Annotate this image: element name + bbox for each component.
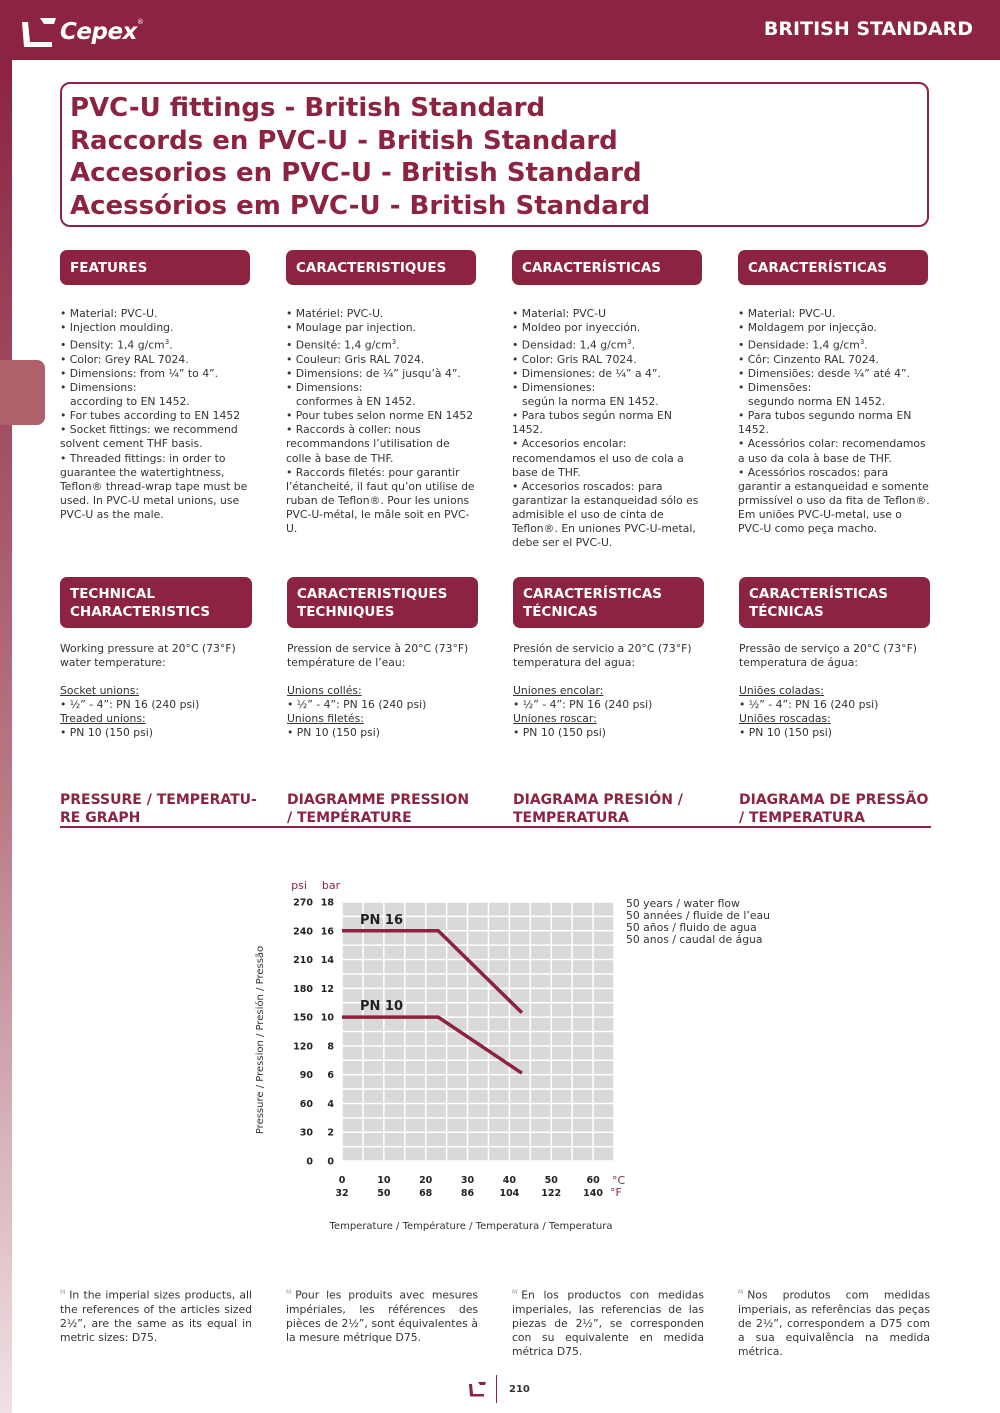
thread-label: Treaded unions: [60,712,146,726]
footnote-fr: $^M$ Pour les produits avec mesures impériales, les références des pièces de 2½”, sont équivalentes à la mesure métrique D75. [286,1288,478,1345]
socket-label: Uniões coladas: [739,684,824,698]
feature-item: • Raccords filetés: pour garantir l’étancheité, il faut qu’on utilise de ruban de Teflon®. Pour les unions PVC-U-métal, le mâle soit en PVC-U. [286,465,475,535]
feature-item: • Moldagem por injecção. [738,321,877,335]
y-tick-bar: 12 [320,983,334,995]
technical-heading-pt: CARACTERÍSTICAS TÉCNICAS [739,577,930,628]
feature-item: • Moulage par injection. [286,321,416,335]
features-heading-en: FEATURES [60,250,250,285]
title-en: PVC-U fittings - British Standard [70,93,546,123]
features-heading-pt: CARACTERÍSTICAS [738,250,928,285]
x-tick-fahrenheit: 122 [541,1188,562,1199]
feature-item: • Matériel: PVC-U. [286,307,384,320]
page-footer [466,1375,530,1403]
graph-divider [60,826,931,828]
technical-text-fr [287,642,479,741]
y-tick-psi: 180 [293,983,313,995]
y-axis-title: Pressure / Pression / Presión / Pressão [255,945,266,1135]
y-tick-bar: 16 [320,926,334,938]
feature-item: • Côr: Cinzento RAL 7024. [738,352,879,366]
section-title: BRITISH STANDARD [763,18,973,40]
page-number: 210 [509,1383,530,1395]
y-tick-bar: 4 [327,1098,334,1110]
feature-item: • Dimensions: from ¼” to 4”. [60,366,219,380]
feature-item: • Acessórios roscados: para garantir a estanqueidad e somente prmissível o uso da fita de Teflon®. Em uniões PVC-U-metal, use o PVC-U como peça macho. [738,465,930,535]
legend-line: 50 years / water flow [626,897,740,910]
x-tick-celsius: 0 [338,1175,346,1186]
x-tick-fahrenheit: 50 [377,1188,391,1199]
technical-heading-es: CARACTERÍSTICAS TÉCNICAS [513,577,704,628]
feature-item: • Raccords à coller: nous recommandons l’utilisation de colle à base de THF. [286,423,450,465]
feature-item: • Densité: 1,4 $g/cm^3$. [286,338,400,352]
x-tick-celsius: 10 [377,1175,391,1186]
socket-value: • ½” - 4”: PN 16 (240 psi) [60,698,200,712]
features-heading-es: CARACTERÍSTICAS [512,250,702,285]
feature-item: conformes à EN 1452. [296,395,416,409]
thread-value: • PN 10 (150 psi) [739,726,832,740]
socket-label: Uniones encolar: [513,684,604,698]
graph-heading-en: PRESSURE / TEMPERATU- RE GRAPH [60,792,257,826]
feature-item: según la norma EN 1452. [522,395,659,409]
y-tick-psi: 120 [293,1041,313,1053]
x-tick-fahrenheit: 140 [583,1188,603,1199]
y-tick-psi: 0 [306,1156,313,1168]
feature-item: • Couleur: Gris RAL 7024. [286,352,425,366]
feature-item: • Accesorios encolar: recomendamos el uso de cola a base de THF. [512,437,684,479]
pressure-intro: Pression de service à 20°C (73°F) température de l’eau: [287,642,469,670]
features-text-es [512,307,704,550]
feature-item: • Moldeo por inyección. [512,321,641,335]
y-tick-bar: 14 [320,955,334,967]
feature-item: • Dimensions: [60,381,137,395]
feature-item: • Densidad: 1,4 $g/cm^3$. [512,338,636,352]
brand-name: Cepex [60,19,137,45]
feature-item: • Acessórios colar: recomendamos a uso da cola à base de THF. [738,437,926,465]
registered-mark: ® [136,18,144,26]
x-unit-fahrenheit: °F [610,1186,622,1199]
side-band [0,60,12,1413]
x-tick-fahrenheit: 68 [419,1188,433,1199]
pressure-intro: Pressão de serviço a 20°C (73°F) temperatura de água: [739,642,917,670]
legend-line: 50 años / fluido de agua [626,921,757,934]
feature-item: • Injection moulding. [60,321,174,335]
feature-item: • Color: Grey RAL 7024. [60,352,189,366]
features-text-en [60,307,252,522]
features-heading-fr: CARACTERISTIQUES [286,250,476,285]
graph-heading-pt: DIAGRAMA DE PRESSÃO / TEMPERATURA [739,792,929,826]
y-tick-bar: 10 [320,1012,334,1024]
technical-heading-fr: CARACTERISTIQUES TECHNIQUES [287,577,478,628]
header-bar [0,0,1000,60]
feature-item: • Dimensiões: desde ¼” até 4”. [738,366,911,380]
y-tick-psi: 60 [299,1098,313,1110]
feature-item: • Para tubos según norma EN 1452. [512,409,672,437]
cepex-footer-icon [466,1380,488,1398]
feature-item: • Accesorios roscados: para garantizar la estanqueidad sólo es admisible el uso de cinta de Teflon®. En uniones PVC-U-metal, debe ser el PVC-U. [512,479,699,550]
feature-item: • Dimensões: [738,381,812,395]
footnote-es: $^M$ En los productos con medidas imperiales, las referencias de las piezas de 2½”, se corresponden con su equivalente en medida métrica D75. [512,1288,704,1359]
x-tick-celsius: 40 [502,1175,517,1186]
y-tick-psi: 210 [293,955,313,967]
x-tick-fahrenheit: 86 [460,1188,475,1199]
feature-item: • Material: PVC-U [512,307,606,320]
y-unit-bar: bar [321,879,341,892]
y-tick-bar: 8 [327,1041,334,1053]
legend-line: 50 années / fluide de l’eau [626,909,770,922]
footnote-en: $^M$ In the imperial sizes products, all the references of the articles sized 2½”, are the same as its equal in metric sizes: D75. [60,1288,252,1345]
socket-label: Socket unions: [60,684,139,698]
feature-item: • Density: 1,4 $g/cm^3$. [60,338,173,352]
thread-value: • PN 10 (150 psi) [60,726,153,740]
feature-item: • Socket fittings: we recommend solvent cement THF basis. [60,423,238,451]
footnote-pt: $^M$ Nos produtos com medidas imperiais, as referências das peças de 2½”, correspondem a D75 com a sua equivalência na medida métrica. [738,1288,930,1359]
graph-heading-es: DIAGRAMA PRESIÓN / TEMPERATURA [513,792,683,826]
technical-heading-en: TECHNICAL CHARACTERISTICS [60,577,252,628]
title-es: Accesorios en PVC-U - British Standard [70,158,642,188]
socket-label: Unions collés: [287,684,362,698]
pressure-temperature-chart [240,870,640,1240]
features-text-fr [286,307,478,536]
technical-text-en [60,642,252,741]
feature-item: • For tubes according to EN 1452 [60,409,241,423]
thread-value: • PN 10 (150 psi) [513,726,606,740]
feature-item: segundo norma EN 1452. [748,395,886,409]
technical-text-pt [739,642,931,741]
features-text-pt [738,307,930,536]
feature-item: • Pour tubes selon norme EN 1452 [286,409,474,423]
thread-label: Uniones roscar: [513,712,597,726]
thread-label: Uniões roscadas: [739,712,831,726]
title-box [60,82,929,227]
x-unit-celsius: °C [612,1174,626,1187]
x-tick-fahrenheit: 104 [499,1188,520,1199]
socket-value: • ½” - 4”: PN 16 (240 psi) [513,698,653,712]
feature-item: • Dimensiones: [512,381,596,395]
thread-label: Unions filetés: [287,712,364,726]
pressure-intro: Working pressure at 20°C (73°F) water temperature: [60,642,236,670]
socket-value: • ½” - 4”: PN 16 (240 psi) [287,698,427,712]
feature-item: • Para tubos segundo norma EN 1452. [738,409,912,437]
y-tick-psi: 30 [299,1127,313,1139]
series-label-pn10: PN 10 [360,999,404,1015]
y-tick-bar: 18 [320,897,334,909]
technical-text-es [513,642,705,741]
y-tick-psi: 270 [293,897,313,909]
socket-value: • ½” - 4”: PN 16 (240 psi) [739,698,879,712]
y-tick-bar: 6 [327,1070,334,1082]
y-tick-bar: 0 [327,1156,334,1168]
title-pt: Acessórios em PVC-U - British Standard [70,190,651,221]
y-unit-psi: psi [291,879,307,892]
y-tick-psi: 90 [299,1070,313,1082]
x-tick-celsius: 50 [544,1175,558,1186]
feature-item: • Threaded fittings: in order to guarantee the watertightness, Teflon® thread-wrap tape must be used. In PVC-U metal unions, use PVC-U as the male. [60,451,248,521]
feature-item: according to EN 1452. [70,395,190,409]
feature-item: • Dimensions: de ¼” jusqu’à 4”. [286,366,461,380]
feature-item: • Material: PVC-U. [738,307,836,320]
x-axis-title: Temperature / Température / Temperatura / Temperatura [329,1221,613,1232]
x-tick-celsius: 30 [460,1175,475,1186]
legend-line: 50 anos / caudal de água [626,933,763,946]
title-fr: Raccords en PVC-U - British Standard [70,125,618,156]
side-tab [0,360,45,425]
y-tick-psi: 150 [293,1012,313,1024]
y-tick-psi: 240 [293,926,313,938]
x-tick-celsius: 60 [586,1175,600,1186]
x-tick-celsius: 20 [419,1175,433,1186]
feature-item: • Material: PVC-U. [60,307,158,320]
graph-heading-fr: DIAGRAMME PRESSION / TEMPÉRATURE [287,792,470,826]
thread-value: • PN 10 (150 psi) [287,726,380,740]
feature-item: • Color: Gris RAL 7024. [512,352,637,366]
y-tick-bar: 2 [327,1127,334,1139]
brand-logo [18,14,144,50]
x-tick-fahrenheit: 32 [335,1188,349,1199]
cepex-logo-icon [18,14,58,50]
pressure-intro: Presión de servicio a 20°C (73°F) temperatura del agua: [513,642,692,670]
feature-item: • Densidade: 1,4 $g/cm^3$. [738,338,868,352]
feature-item: • Dimensions: [286,381,363,395]
feature-item: • Dimensiones: de ¼” a 4”. [512,366,661,380]
series-label-pn16: PN 16 [360,912,404,928]
footer-separator [496,1375,497,1403]
